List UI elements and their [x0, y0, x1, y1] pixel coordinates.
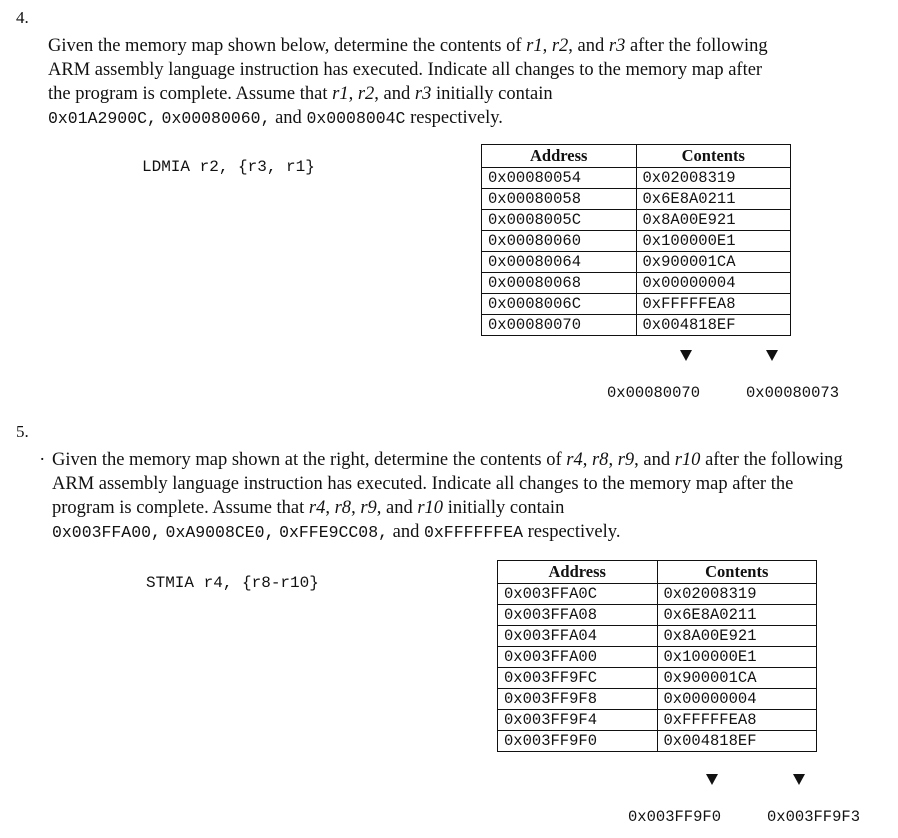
- memory-map-row: [498, 689, 817, 710]
- contents-cell: 0x900001CA: [657, 668, 817, 689]
- register-r10: r10: [674, 450, 701, 470]
- pointer-address-right: 0x00080073: [746, 384, 840, 402]
- address-cell: 0x00080058: [482, 189, 637, 210]
- address-cell: 0x0008006C: [482, 294, 637, 315]
- pointer-address-left: 0x003FF9F0: [628, 808, 722, 826]
- address-cell: 0x003FFA08: [498, 605, 658, 626]
- contents-cell: 0x004818EF: [657, 731, 817, 752]
- address-cell: 0x003FFA0C: [498, 584, 658, 605]
- register-r3: r3: [414, 84, 432, 104]
- contents-cell: 0x8A00E921: [636, 210, 791, 231]
- register-r10: r10: [417, 498, 444, 518]
- initial-value-r3: 0x0008004C: [306, 109, 406, 128]
- register-r4: r4: [308, 498, 326, 518]
- memory-map-row: [482, 273, 791, 294]
- problem-4-text: respectively.: [405, 108, 503, 128]
- address-cell: 0x00080064: [482, 252, 637, 273]
- address-cell: 0x003FFA04: [498, 626, 658, 647]
- initial-value-r9: 0xFFE9CC08,: [279, 523, 389, 542]
- address-column-header: Address: [482, 145, 637, 168]
- contents-cell: 0x004818EF: [636, 315, 791, 336]
- register-r8: r8: [334, 498, 352, 518]
- problem-5-instruction: STMIA r4, {r8-r10}: [146, 574, 319, 592]
- problem-5-text: and: [388, 522, 424, 542]
- pointer-arrow-right: [766, 350, 778, 361]
- address-cell: 0x003FFA00: [498, 647, 658, 668]
- initial-value-r8: 0xA9008CE0,: [165, 523, 275, 542]
- contents-cell: 0x900001CA: [636, 252, 791, 273]
- register-r1: r1: [332, 84, 349, 104]
- memory-map-header-row: [482, 145, 791, 168]
- memory-map-row: [482, 252, 791, 273]
- initial-value-r4: 0x003FFA00,: [52, 523, 161, 542]
- register-r9: r9: [360, 498, 377, 518]
- contents-cell: 0x02008319: [657, 584, 817, 605]
- problem-4-statement: [48, 34, 788, 131]
- address-cell: 0x003FF9F0: [498, 731, 658, 752]
- problem-4-text: , and: [374, 84, 415, 104]
- address-cell: 0x00080070: [482, 315, 637, 336]
- memory-map-row: [482, 315, 791, 336]
- address-cell: 0x00080054: [482, 168, 637, 189]
- contents-cell: 0xFFFFFEA8: [636, 294, 791, 315]
- problem-5-text: ,: [582, 450, 592, 470]
- problem-5-text: ,: [325, 498, 335, 518]
- problem-5-text: ,: [351, 498, 361, 518]
- memory-map-row: [482, 189, 791, 210]
- pointer-address-left: 0x00080070: [607, 384, 701, 402]
- memory-map-row: [498, 584, 817, 605]
- problem-5-text: ,: [608, 450, 618, 470]
- memory-map-row: [482, 210, 791, 231]
- address-cell: 0x003FF9F4: [498, 710, 658, 731]
- register-r8: r8: [591, 450, 609, 470]
- problem-5-memory-map: [497, 560, 817, 752]
- contents-cell: 0xFFFFFEA8: [657, 710, 817, 731]
- contents-column-header: Contents: [636, 145, 791, 168]
- memory-map-row: [482, 294, 791, 315]
- problem-4-instruction: LDMIA r2, {r3, r1}: [142, 158, 315, 176]
- memory-map-row: [498, 626, 817, 647]
- problem-5-text: respectively.: [523, 522, 621, 542]
- problem-4-text: , and: [568, 36, 609, 56]
- problem-4-text: after the following ARM assembly language instruction has executed. Indicate all changes to the memory map after the program is complete. Assume that: [48, 36, 768, 104]
- address-cell: 0x003FF9F8: [498, 689, 658, 710]
- problem-5-text: Given the memory map shown at the right, determine the contents of: [52, 450, 567, 470]
- contents-cell: 0x100000E1: [636, 231, 791, 252]
- contents-cell: 0x00000004: [657, 689, 817, 710]
- problem-4-text: Given the memory map shown below, determine the contents of: [48, 36, 527, 56]
- contents-cell: 0x6E8A0211: [657, 605, 817, 626]
- address-column-header: Address: [498, 561, 658, 584]
- problem-5-text: , and: [376, 498, 418, 518]
- problem-4-text: ,: [542, 36, 552, 56]
- problem-4-text: ,: [348, 84, 358, 104]
- register-r2: r2: [551, 36, 569, 56]
- pointer-address-right: 0x003FF9F3: [767, 808, 861, 826]
- problem-4-text: initially contain: [431, 84, 553, 104]
- memory-map-row: [482, 168, 791, 189]
- contents-column-header: Contents: [657, 561, 817, 584]
- initial-value-r2: 0x00080060,: [161, 109, 271, 128]
- pointer-arrow-right: [793, 774, 805, 785]
- register-r4: r4: [566, 450, 583, 470]
- pointer-arrow-left: [706, 774, 718, 785]
- contents-cell: 0x8A00E921: [657, 626, 817, 647]
- memory-map-row: [498, 710, 817, 731]
- register-r1: r1: [526, 36, 543, 56]
- contents-cell: 0x6E8A0211: [636, 189, 791, 210]
- initial-value-r10: 0xFFFFFFEA: [423, 523, 524, 542]
- problem-4-number: 4.: [16, 8, 29, 27]
- problem-5-number: 5.: [16, 422, 29, 441]
- memory-map-row: [498, 647, 817, 668]
- pointer-arrow-left: [680, 350, 692, 361]
- contents-cell: 0x100000E1: [657, 647, 817, 668]
- initial-value-r1: 0x01A2900C,: [48, 109, 157, 128]
- register-r2: r2: [357, 84, 375, 104]
- problem-4-text: and: [270, 108, 307, 128]
- problem-5-text: initially contain: [443, 498, 565, 518]
- problem-5-text: , and: [634, 450, 675, 470]
- address-cell: 0x00080068: [482, 273, 637, 294]
- problem-5-text: after the following ARM assembly language instruction has executed. Indicate all changes to the memory map after the program is complete. Assume that: [52, 450, 843, 518]
- stray-mark: .: [40, 444, 45, 464]
- register-r3: r3: [608, 36, 626, 56]
- memory-map-row: [482, 231, 791, 252]
- problem-4-memory-map: [481, 144, 791, 336]
- memory-map-header-row: [498, 561, 817, 584]
- register-r9: r9: [617, 450, 635, 470]
- memory-map-row: [498, 731, 817, 752]
- address-cell: 0x003FF9FC: [498, 668, 658, 689]
- memory-map-row: [498, 605, 817, 626]
- memory-map-row: [498, 668, 817, 689]
- contents-cell: 0x00000004: [636, 273, 791, 294]
- contents-cell: 0x02008319: [636, 168, 791, 189]
- address-cell: 0x0008005C: [482, 210, 637, 231]
- address-cell: 0x00080060: [482, 231, 637, 252]
- problem-5-statement: [52, 448, 852, 545]
